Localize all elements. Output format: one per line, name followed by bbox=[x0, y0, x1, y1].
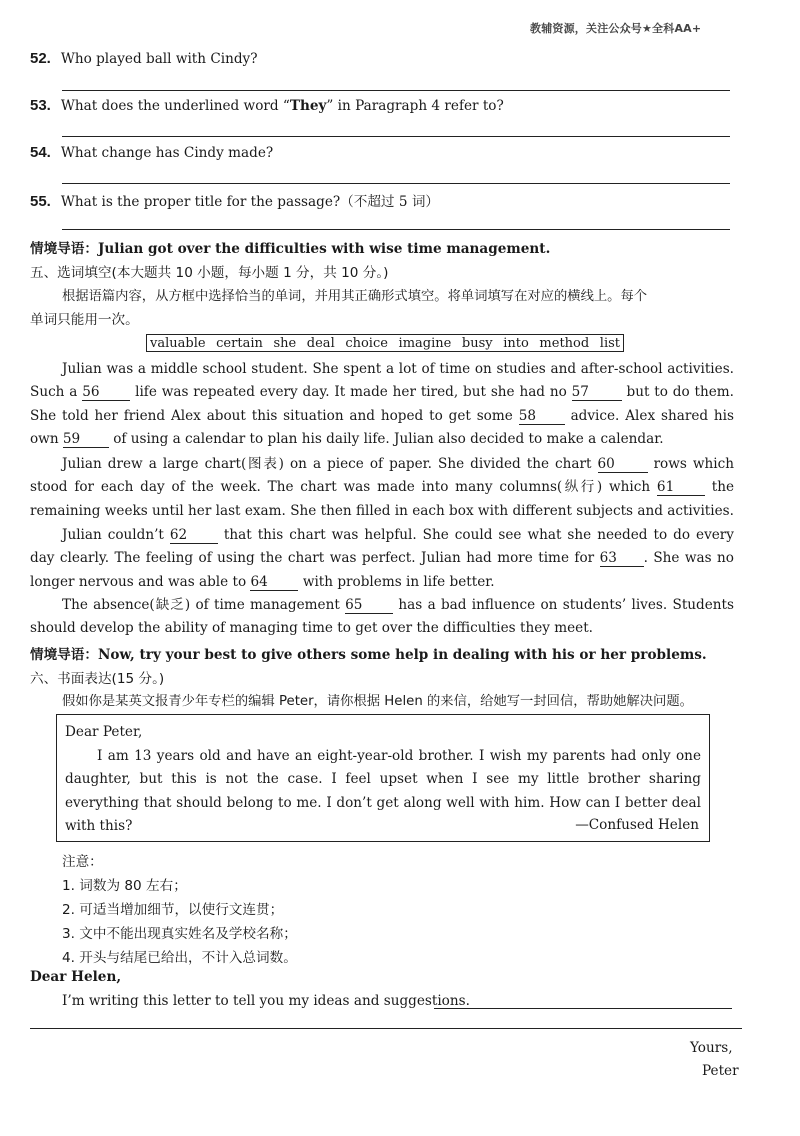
note-item: 2. 可适当增加细节，以使行文连贯； bbox=[62, 902, 284, 918]
guide-label: 情境导语： bbox=[30, 647, 98, 663]
question-text: What is the proper title for the passage?（不超过 5 词） bbox=[60, 194, 440, 210]
blank-64[interactable]: 64 bbox=[250, 574, 298, 591]
watermark: 教辅资源，关注公众号★全科AA+ bbox=[530, 22, 702, 35]
question-number: 52. bbox=[30, 50, 51, 67]
question-text: Who played ball with Cindy? bbox=[60, 51, 258, 67]
blank-57[interactable]: 57 bbox=[572, 384, 622, 401]
section6-guide bbox=[30, 643, 742, 663]
answer-line-53[interactable] bbox=[62, 136, 730, 137]
reply-greeting: Dear Helen, bbox=[30, 969, 122, 985]
blank-58[interactable]: 58 bbox=[519, 408, 565, 425]
question-text: What change has Cindy made? bbox=[60, 145, 274, 161]
blank-62[interactable]: 62 bbox=[170, 527, 218, 544]
word-option: busy bbox=[461, 335, 493, 351]
section6-heading: 六、书面表达(15 分。) bbox=[30, 671, 165, 687]
section5-guide bbox=[30, 237, 742, 257]
blank-60[interactable]: 60 bbox=[598, 456, 648, 473]
question-53 bbox=[30, 97, 740, 114]
section5-instruction-2: 单词只能用一次。 bbox=[30, 312, 139, 328]
underlined-word: They bbox=[289, 98, 327, 114]
word-option: valuable bbox=[150, 335, 206, 351]
section5-instruction: 根据语篇内容，从方框中选择恰当的单词，并用其正确形式填空。将单词填写在对应的横线上。每个 bbox=[62, 289, 648, 304]
question-54 bbox=[30, 144, 740, 161]
word-option: choice bbox=[345, 335, 388, 351]
notes-title: 注意： bbox=[62, 854, 103, 870]
guide-text: Now, try your best to give others some help in dealing with his or her problems. bbox=[97, 647, 707, 663]
word-box bbox=[146, 334, 624, 352]
writing-line[interactable] bbox=[434, 1008, 732, 1009]
word-option: certain bbox=[216, 335, 263, 351]
letter-signature: —Confused Helen bbox=[575, 817, 699, 833]
note-item: 4. 开头与结尾已给出，不计入总词数。 bbox=[62, 950, 297, 966]
note-item: 1. 词数为 80 左右； bbox=[62, 878, 187, 894]
word-option: into bbox=[503, 335, 529, 351]
passage-paragraph-4: The absence(缺乏) of time management 65 has a bad influence on students’ lives. Students should develop the ability of managing time to get over the difficulties they meet. bbox=[30, 597, 734, 637]
word-option: imagine bbox=[398, 335, 452, 351]
question-number: 53. bbox=[30, 97, 51, 114]
guide-label: 情境导语： bbox=[30, 241, 98, 257]
answer-line-54[interactable] bbox=[62, 183, 730, 184]
answer-line-55[interactable] bbox=[62, 229, 730, 230]
question-number: 55. bbox=[30, 193, 51, 210]
blank-65[interactable]: 65 bbox=[345, 597, 393, 614]
closing-yours: Yours, bbox=[690, 1040, 733, 1056]
question-text-before: What does the underlined word “ bbox=[60, 98, 290, 114]
question-text-after: ” in Paragraph 4 refer to? bbox=[326, 98, 504, 114]
note-item: 3. 文中不能出现真实姓名及学校名称； bbox=[62, 926, 297, 942]
word-option: method bbox=[539, 335, 590, 351]
passage-paragraph-2: Julian drew a large chart(图表) on a piece of paper. She divided the chart 60 rows which stood for each day of the week. The chart was made into many columns(纵行) which 61 the remaining weeks until her last exam. She then filled in each box with different subjects and activities. bbox=[30, 456, 734, 519]
blank-63[interactable]: 63 bbox=[600, 550, 644, 567]
word-option: list bbox=[599, 335, 620, 351]
guide-text: Julian got over the difficulties with wise time management. bbox=[97, 241, 551, 257]
question-52 bbox=[30, 50, 740, 67]
answer-line-52[interactable] bbox=[62, 90, 730, 91]
letter-greeting: Dear Peter, bbox=[65, 724, 143, 740]
section5-heading: 五、选词填空(本大题共 10 小题，每小题 1 分，共 10 分。) bbox=[30, 265, 389, 281]
question-55 bbox=[30, 190, 740, 210]
letter-box bbox=[56, 714, 710, 842]
reply-opening: I’m writing this letter to tell you my ideas and suggestions. bbox=[62, 993, 470, 1009]
word-option: deal bbox=[306, 335, 335, 351]
blank-61[interactable]: 61 bbox=[657, 479, 705, 496]
passage-paragraph-1: Julian was a middle school student. She spent a lot of time on studies and after-school activities. Such a 56 life was repeated every day. It made her tired, but she had no 57 but to do them. She told her friend Alex about this situation and hoped to get some 58 advice. Alex shared his own 59 of using a calendar to plan his daily life. Julian also decided to make a calendar. bbox=[30, 361, 735, 448]
letter-body: I am 13 years old and have an eight-year-old brother. I wish my parents had only one daughter, but this is not the case. I feel upset when I see my little brother sharing everything that should belong to me. I don’t get along well with him. How can I better deal with this? bbox=[65, 748, 701, 835]
section6-instruction: 假如你是某英文报青少年专栏的编辑 Peter，请你根据 Helen 的来信，给她写一封回信，帮助她解决问题。 bbox=[62, 694, 693, 709]
word-option: she bbox=[273, 335, 297, 351]
closing-name: Peter bbox=[702, 1063, 739, 1079]
blank-56[interactable]: 56 bbox=[82, 384, 130, 401]
blank-59[interactable]: 59 bbox=[63, 431, 109, 448]
passage-paragraph-3: Julian couldn’t 62 that this chart was helpful. She could see what she needed to do every day clearly. The feeling of using the chart was perfect. Julian had more time for 63 . She was no longer nervous and was able to 64 with problems in life better. bbox=[30, 527, 734, 590]
writing-line[interactable] bbox=[30, 1028, 742, 1029]
question-number: 54. bbox=[30, 144, 51, 161]
